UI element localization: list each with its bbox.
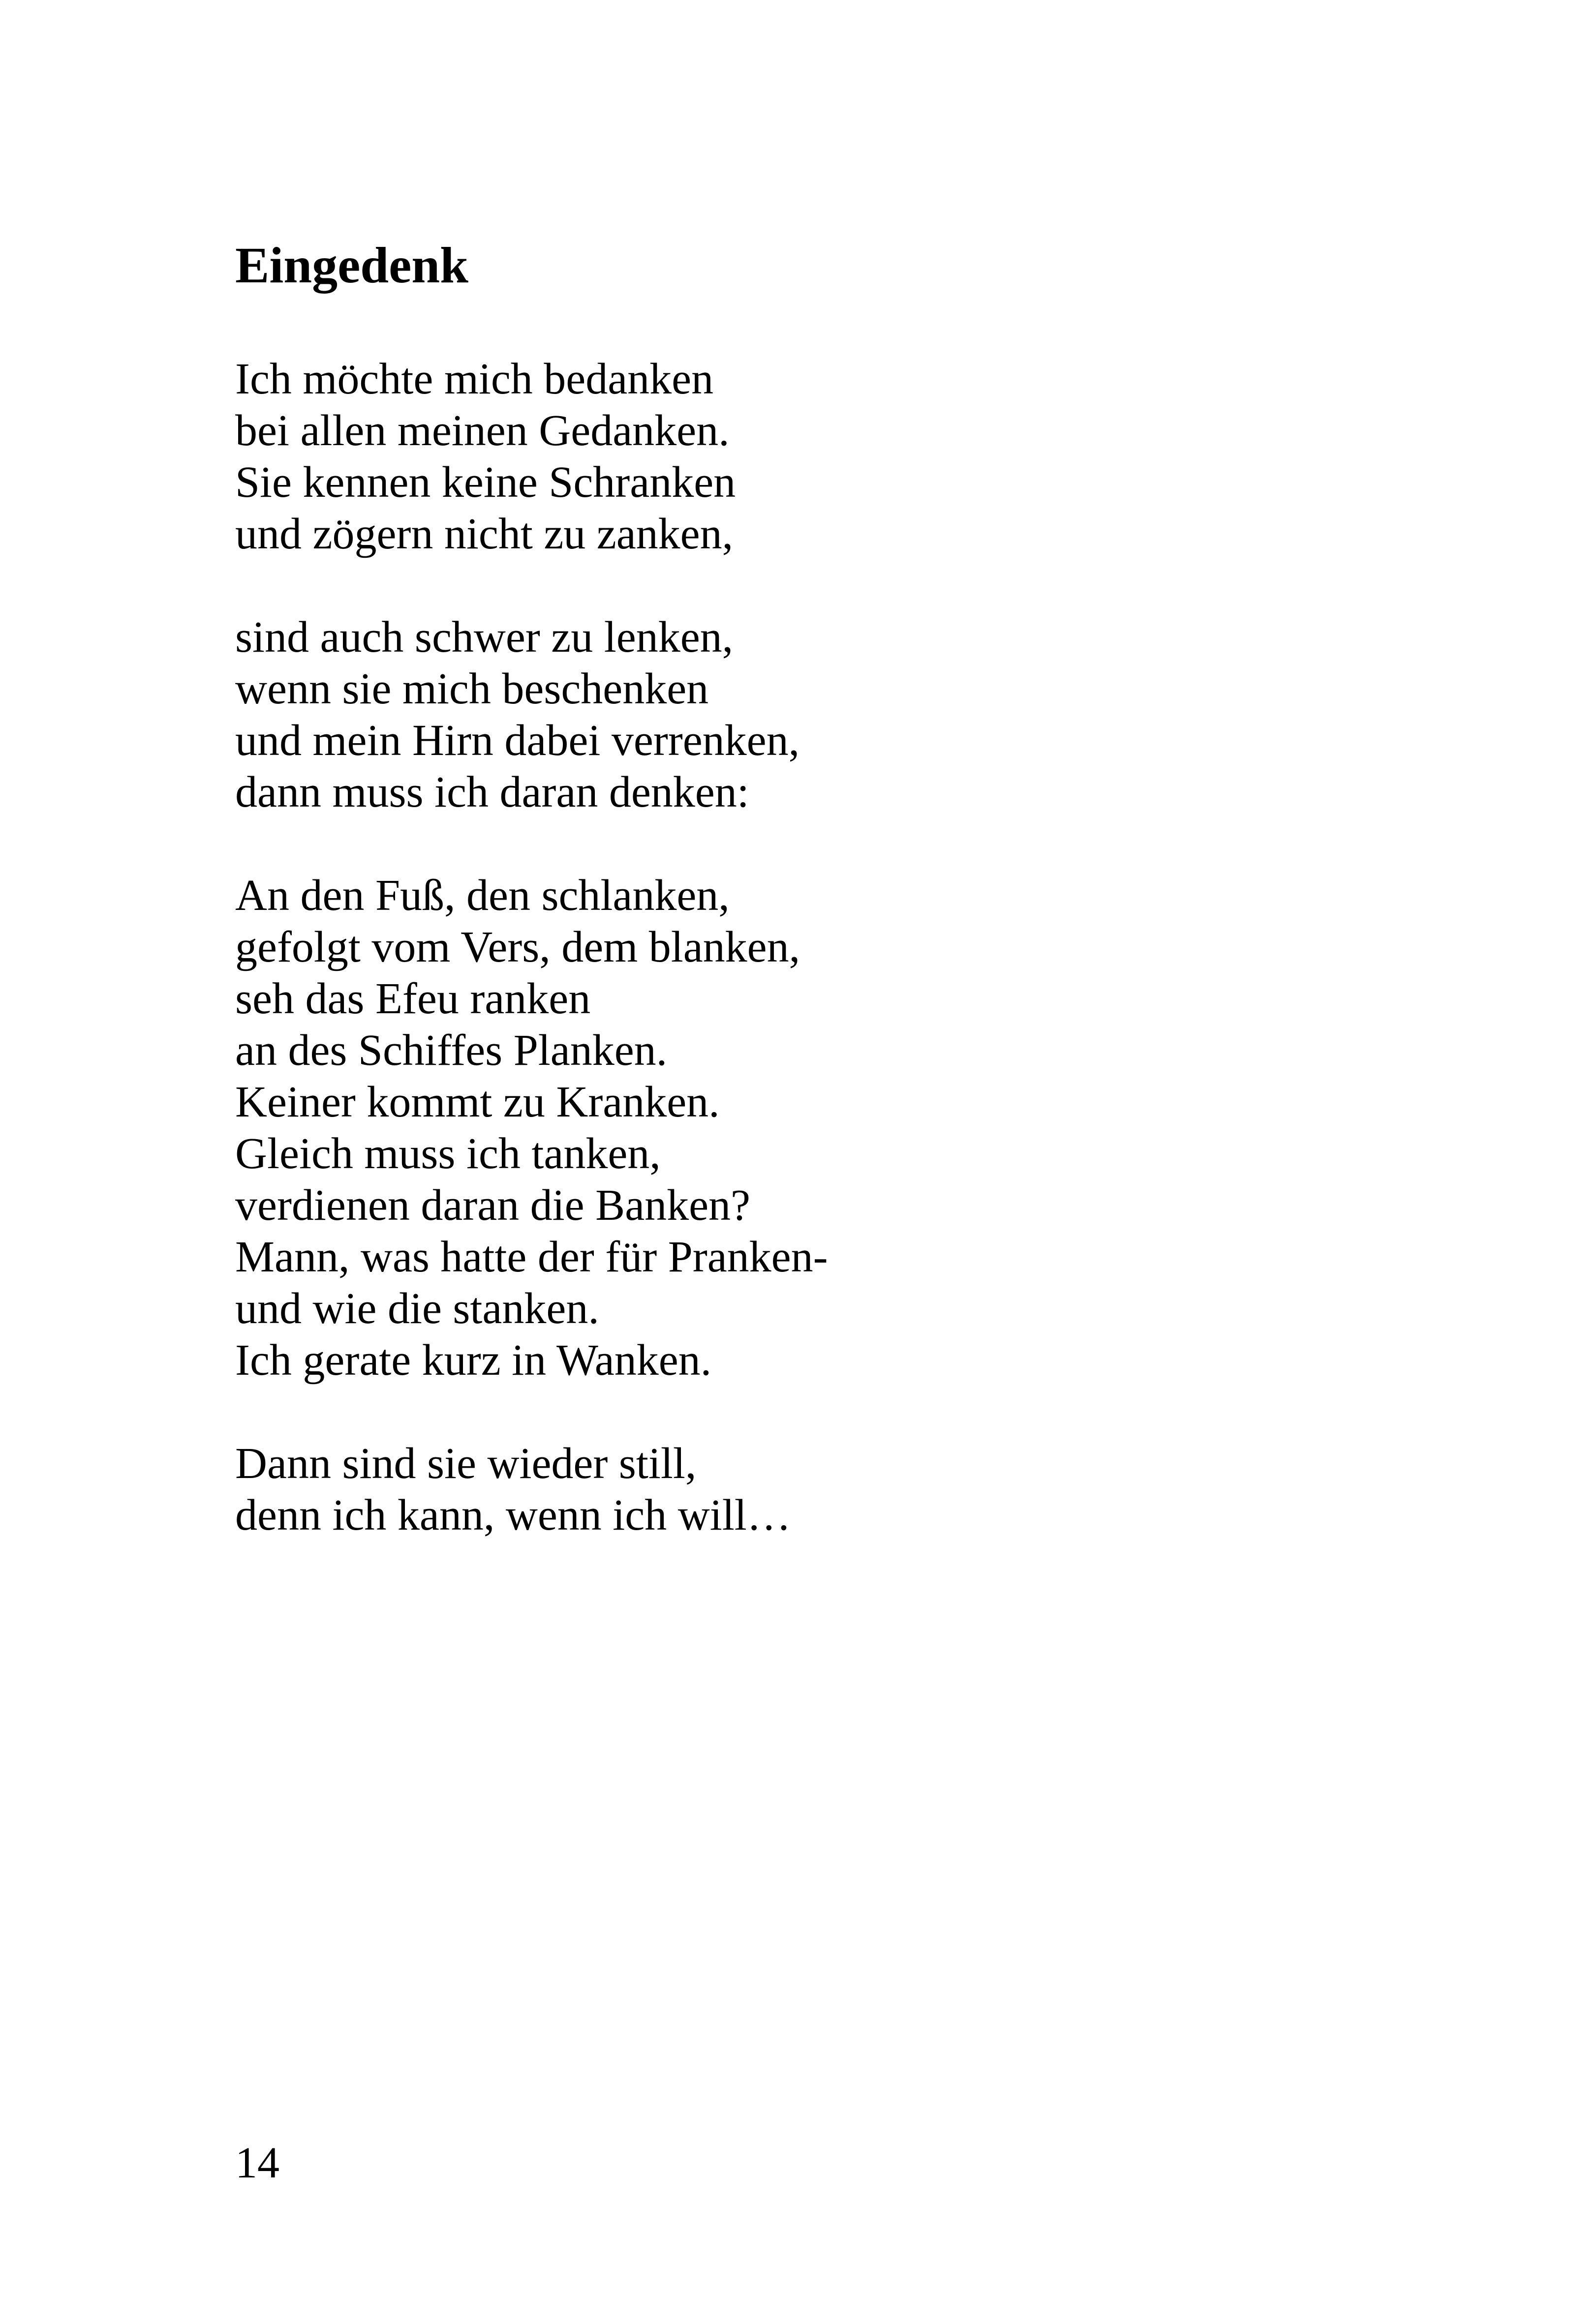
- poem-line: Mann, was hatte der für Pranken-: [235, 1233, 828, 1281]
- stanza-2: [235, 611, 828, 818]
- poem-line: sind auch schwer zu lenken,: [235, 613, 734, 662]
- poem-line: Keiner kommt zu Kranken.: [235, 1078, 720, 1126]
- poem-line: bei allen meinen Gedanken.: [235, 406, 730, 455]
- poem-line: und mein Hirn dabei verrenken,: [235, 716, 800, 765]
- stanza-1: [235, 353, 828, 560]
- poem-line: an des Schiffes Planken.: [235, 1026, 668, 1075]
- poem-line: verdienen daran die Banken?: [235, 1181, 750, 1230]
- poem-line: und wie die stanken.: [235, 1284, 599, 1333]
- stanza-4: [235, 1438, 828, 1541]
- page-number: 14: [235, 2139, 279, 2187]
- poem-line: gefolgt vom Vers, dem blanken,: [235, 923, 800, 971]
- poem-line: Dann sind sie wieder still,: [235, 1439, 697, 1488]
- poem-title: Eingedenk: [235, 237, 468, 294]
- poem-line: Ich gerate kurz in Wanken.: [235, 1336, 712, 1385]
- poem-line: und zögern nicht zu zanken,: [235, 510, 734, 558]
- poem-line: An den Fuß, den schlanken,: [235, 871, 730, 920]
- stanza-3: [235, 870, 828, 1386]
- poem-line: dann muss ich daran denken:: [235, 768, 749, 816]
- poem-line: Sie kennen keine Schranken: [235, 458, 736, 507]
- poem-line: Ich möchte mich bedanken: [235, 355, 714, 403]
- poem-body: [235, 353, 828, 1541]
- poem-line: wenn sie mich beschenken: [235, 664, 709, 713]
- poem-line: denn ich kann, wenn ich will…: [235, 1491, 791, 1539]
- poem-line: seh das Efeu ranken: [235, 974, 591, 1023]
- poem-line: Gleich muss ich tanken,: [235, 1129, 661, 1178]
